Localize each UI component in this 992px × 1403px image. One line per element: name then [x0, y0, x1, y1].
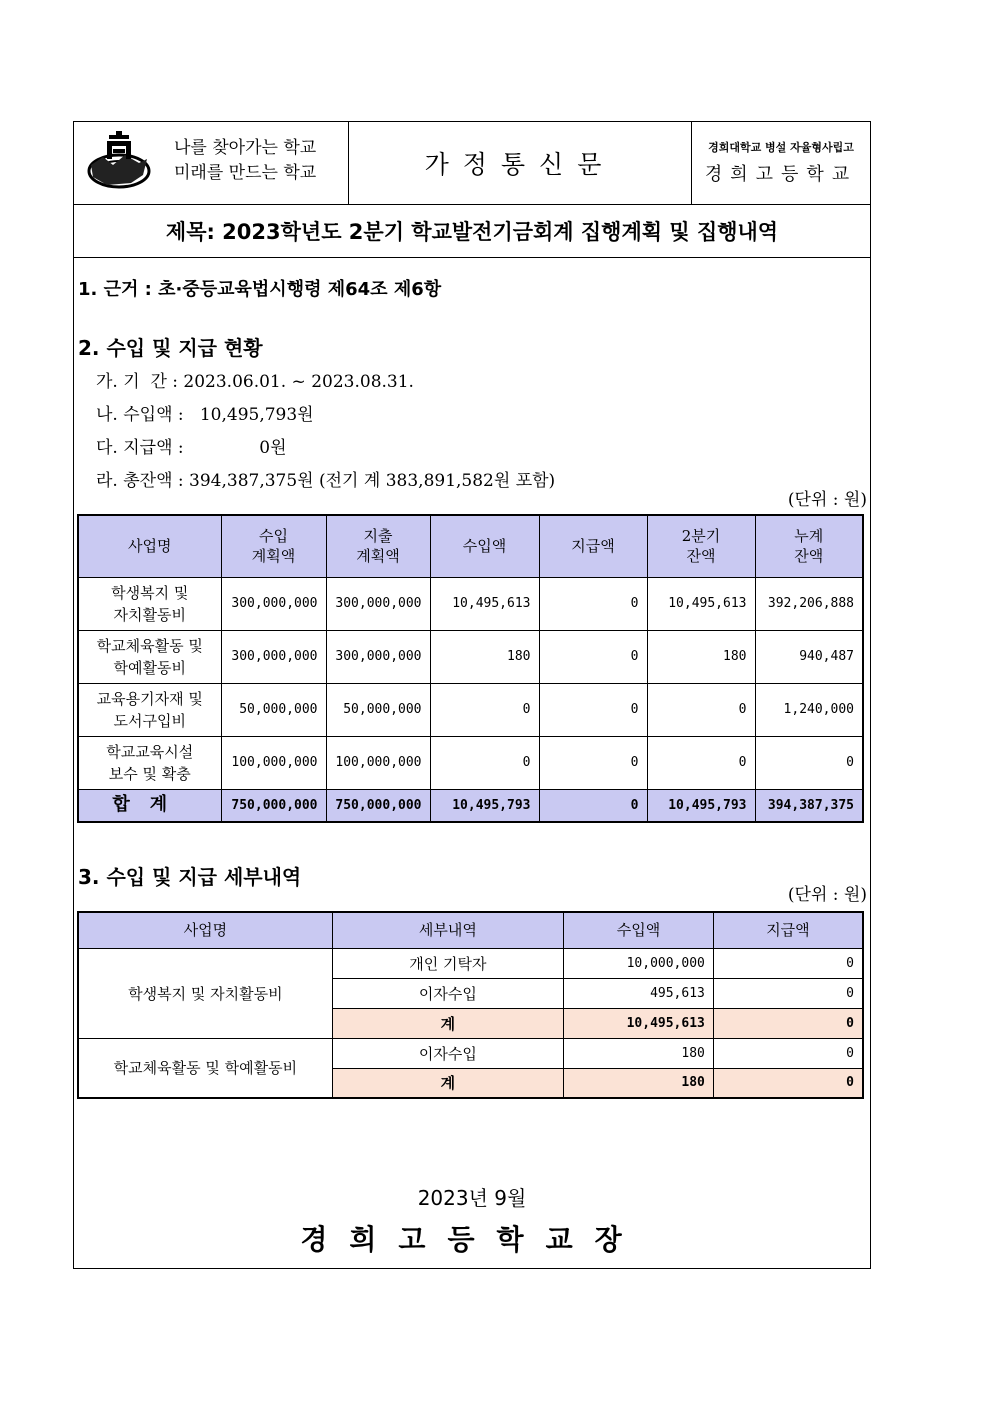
payment-cell: 0	[713, 948, 863, 978]
payment-cell: 0	[713, 1038, 863, 1068]
row-name: 학교교육시설 보수 및 확충	[78, 736, 221, 789]
expense-plan-cell: 100,000,000	[326, 736, 430, 789]
income-plan-cell: 100,000,000	[221, 736, 326, 789]
col-header-expense-plan: 지출 계획액	[326, 515, 430, 577]
detail-cell: 이자수입	[332, 1038, 563, 1068]
total-expense-plan: 750,000,000	[326, 789, 430, 822]
school-emblem-icon	[83, 131, 155, 193]
cum-balance-cell: 392,206,888	[755, 577, 863, 630]
detail-col-payment: 지급액	[713, 912, 863, 948]
table-row	[78, 630, 863, 683]
table-row	[78, 683, 863, 736]
q2-balance-cell: 0	[647, 736, 755, 789]
total-q2-balance: 10,495,793	[647, 789, 755, 822]
group-name: 학교체육활동 및 학예활동비	[78, 1038, 332, 1098]
income-plan-cell: 300,000,000	[221, 630, 326, 683]
col-header-name: 사업명	[78, 515, 221, 577]
motto-line2: 미래를 만드는 학교	[174, 163, 317, 183]
income-cell: 495,613	[564, 978, 714, 1008]
expense-plan-cell: 300,000,000	[326, 630, 430, 683]
expense-plan-cell: 300,000,000	[326, 577, 430, 630]
col-header-income-plan: 수입 계획액	[221, 515, 326, 577]
subtotal-payment: 0	[713, 1068, 863, 1098]
payment-cell: 0	[539, 736, 647, 789]
header-left	[74, 122, 349, 204]
footer-signer: 경희고등학교장	[300, 1223, 644, 1256]
payment-line: 다. 지급액 : 0원	[96, 438, 287, 458]
total-payment: 0	[539, 789, 647, 822]
payment-cell: 0	[539, 577, 647, 630]
q2-balance-cell: 0	[647, 683, 755, 736]
school-affiliation: 경희대학교 병설 자율형사립고	[708, 141, 854, 154]
table-row	[78, 736, 863, 789]
income-plan-cell: 50,000,000	[221, 683, 326, 736]
income-cell: 180	[564, 1038, 714, 1068]
unit-label: (단위 : 원)	[787, 490, 867, 510]
unit-label-2: (단위 : 원)	[787, 885, 867, 905]
payment-cell: 0	[713, 978, 863, 1008]
total-income-plan: 750,000,000	[221, 789, 326, 822]
school-name: 경희고등학교	[704, 164, 858, 185]
income-cell: 0	[430, 683, 539, 736]
newsletter-title: 가정통신문	[424, 150, 616, 179]
col-header-payment: 지급액	[539, 515, 647, 577]
section1-basis: 1. 근거 : 초·중등교육법시행령 제64조 제6항	[78, 279, 442, 300]
header	[74, 122, 870, 205]
income-plan-cell: 300,000,000	[221, 577, 326, 630]
table-row	[78, 577, 863, 630]
summary-table	[77, 514, 864, 823]
q2-balance-cell: 10,495,613	[647, 577, 755, 630]
detail-cell: 이자수입	[332, 978, 563, 1008]
section2-heading: 2. 수입 및 지급 현황	[78, 336, 263, 360]
table-row	[78, 1038, 863, 1068]
q2-balance-cell: 180	[647, 630, 755, 683]
subtotal-income: 180	[564, 1068, 714, 1098]
expense-plan-cell: 50,000,000	[326, 683, 430, 736]
motto-line1: 나를 찾아가는 학교	[174, 138, 317, 158]
col-header-q2-balance: 2분기 잔액	[647, 515, 755, 577]
income-cell: 10,495,613	[430, 577, 539, 630]
footer-date: 2023년 9월	[417, 1186, 527, 1210]
income-cell: 0	[430, 736, 539, 789]
detail-col-name: 사업명	[78, 912, 332, 948]
income-cell: 180	[430, 630, 539, 683]
detail-col-income: 수입액	[564, 912, 714, 948]
cum-balance-cell: 0	[755, 736, 863, 789]
table-header-row	[78, 515, 863, 577]
group-name: 학생복지 및 자치활동비	[78, 948, 332, 1038]
document-frame	[73, 121, 871, 1269]
total-income: 10,495,793	[430, 789, 539, 822]
col-header-cum-balance: 누계 잔액	[755, 515, 863, 577]
document-title: 제목: 2023학년도 2분기 학교발전기금회계 집행계획 및 집행내역	[74, 204, 870, 258]
subtotal-payment: 0	[713, 1008, 863, 1038]
col-header-income: 수입액	[430, 515, 539, 577]
subtotal-income: 10,495,613	[564, 1008, 714, 1038]
row-name: 학생복지 및 자치활동비	[78, 577, 221, 630]
balance-line: 라. 총잔액 : 394,387,375원 (전기 계 383,891,582원 포함)	[96, 471, 556, 491]
section3-heading: 3. 수입 및 지급 세부내역	[78, 865, 302, 889]
row-name: 학교체육활동 및 학예활동비	[78, 630, 221, 683]
cum-balance-cell: 940,487	[755, 630, 863, 683]
period-line: 가. 기 간 : 2023.06.01. ~ 2023.08.31.	[96, 372, 414, 392]
total-cum-balance: 394,387,375	[755, 789, 863, 822]
table-row	[78, 948, 863, 978]
payment-cell: 0	[539, 630, 647, 683]
header-center	[349, 122, 692, 204]
row-name: 교육용기자재 및 도서구입비	[78, 683, 221, 736]
subtotal-label: 계	[332, 1008, 563, 1038]
income-cell: 10,000,000	[564, 948, 714, 978]
payment-cell: 0	[539, 683, 647, 736]
detail-table	[77, 911, 864, 1099]
detail-col-detail: 세부내역	[332, 912, 563, 948]
header-right	[692, 122, 870, 204]
detail-cell: 개인 기탁자	[332, 948, 563, 978]
income-line: 나. 수입액 : 10,495,793원	[96, 405, 314, 425]
subtotal-label: 계	[332, 1068, 563, 1098]
detail-header-row	[78, 912, 863, 948]
total-label: 합계	[78, 789, 221, 822]
motto	[174, 136, 316, 186]
total-row	[78, 789, 863, 822]
cum-balance-cell: 1,240,000	[755, 683, 863, 736]
